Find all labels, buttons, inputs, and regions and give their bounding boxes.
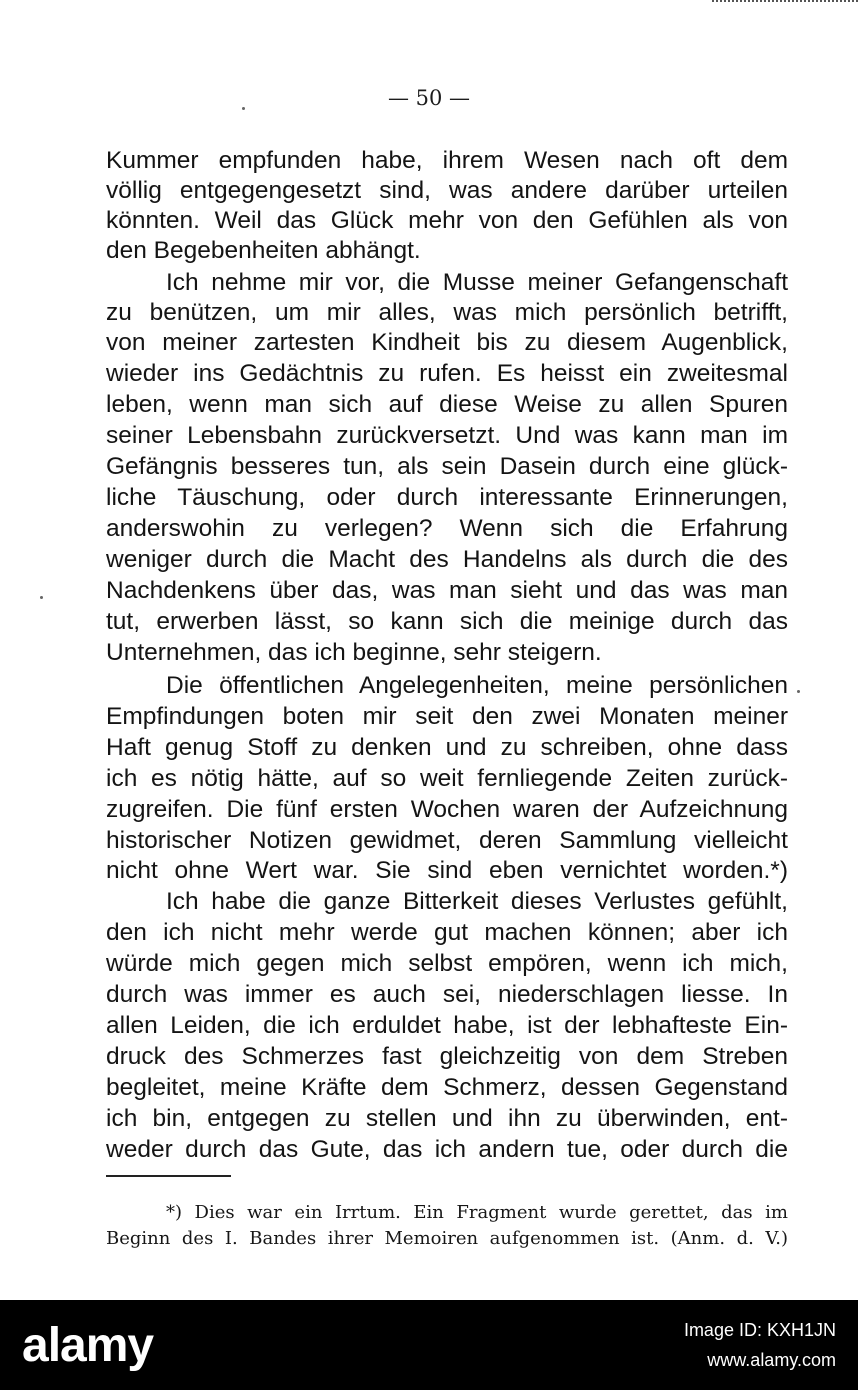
page-number: — 50 — <box>387 86 471 110</box>
book-page: — 50 — Kummer empfunden habe, ihrem Wesen nach oft dem völlig entgegengesetzt sind, was andere darüber urteilen könnten. Weil das Glück mehr von den Gefühlen als von den Begebenheiten abhängt. Ich nehme mir vor, die Musse meiner Gefangenschaft zu benützen, um mir alles, was mich persönlich betrifft, von meiner zartesten Kindheit bis zu diesem Augenblick, wieder ins Gedächtnis zu rufen. Es heisst ein zweitesmal leben, wenn man sich auf diese Weise zu allen Spuren seiner Lebensbahn zurückversetzt. Und was kann man im Gefängnis besseres tun, als sein Dasein durch eine glück- liche Täuschung, oder durch interessante Erinnerungen, anderswohin zu verlegen? Wenn sich die Erfahrung weniger durch die Macht des Handelns als durch die des Nachdenkens über das, was man sieht und das was man tut, erwerben lässt, so kann sich die meinige durch das Unternehmen, das ich beginne, sehr steigern. Die öffentlichen Angelegenheiten, meine persönlichen Empfindungen boten mir seit den zwei Monaten meiner Haft genug Stoff zu denken und zu schreiben, ohne dass ich es nötig hätte, auf so weit fernliegende Zeiten zurück- zugreifen. Die fünf ersten Wochen waren der Aufzeichnung historischer Notizen gewidmet, deren Sammlung vielleicht nicht ohne Wert war. Sie sind eben vernichtet worden.*) Ich habe die ganze Bitterkeit dieses Verlustes gefühlt, den ich nicht mehr werde gut machen können; aber ich würde mich gegen mich selbst empören, wenn ich mich, durch was immer es auch sei, niederschlagen liesse. In allen Leiden, die ich erduldet habe, ist der lebhafteste Ein- druck des Schmerzes fast gleichzeitig von dem Streben begleitet, meine Kräfte dem Schmerz, dessen Gegenstand ich bin, entgegen zu stellen und ihn zu überwinden, ent- weder durch das Gute, das ich andern tue, oder durch die *) Dies war ein Irrtum. Ein Fragment wurde gerettet, das im Beginn des I. Bandes ihrer Memoiren aufgenommen ist. (Anm. d. V.) <box>0 0 858 1300</box>
print-speck <box>242 107 245 110</box>
watermark-url: www.alamy.com <box>707 1350 836 1370</box>
print-speck <box>797 690 800 693</box>
page-edge-mark <box>712 0 858 14</box>
footnote-divider <box>106 1175 231 1177</box>
watermark-logo: alamy <box>22 1319 154 1372</box>
watermark-image-id: Image ID: KXH1JN <box>683 1320 836 1340</box>
print-speck <box>40 596 43 599</box>
